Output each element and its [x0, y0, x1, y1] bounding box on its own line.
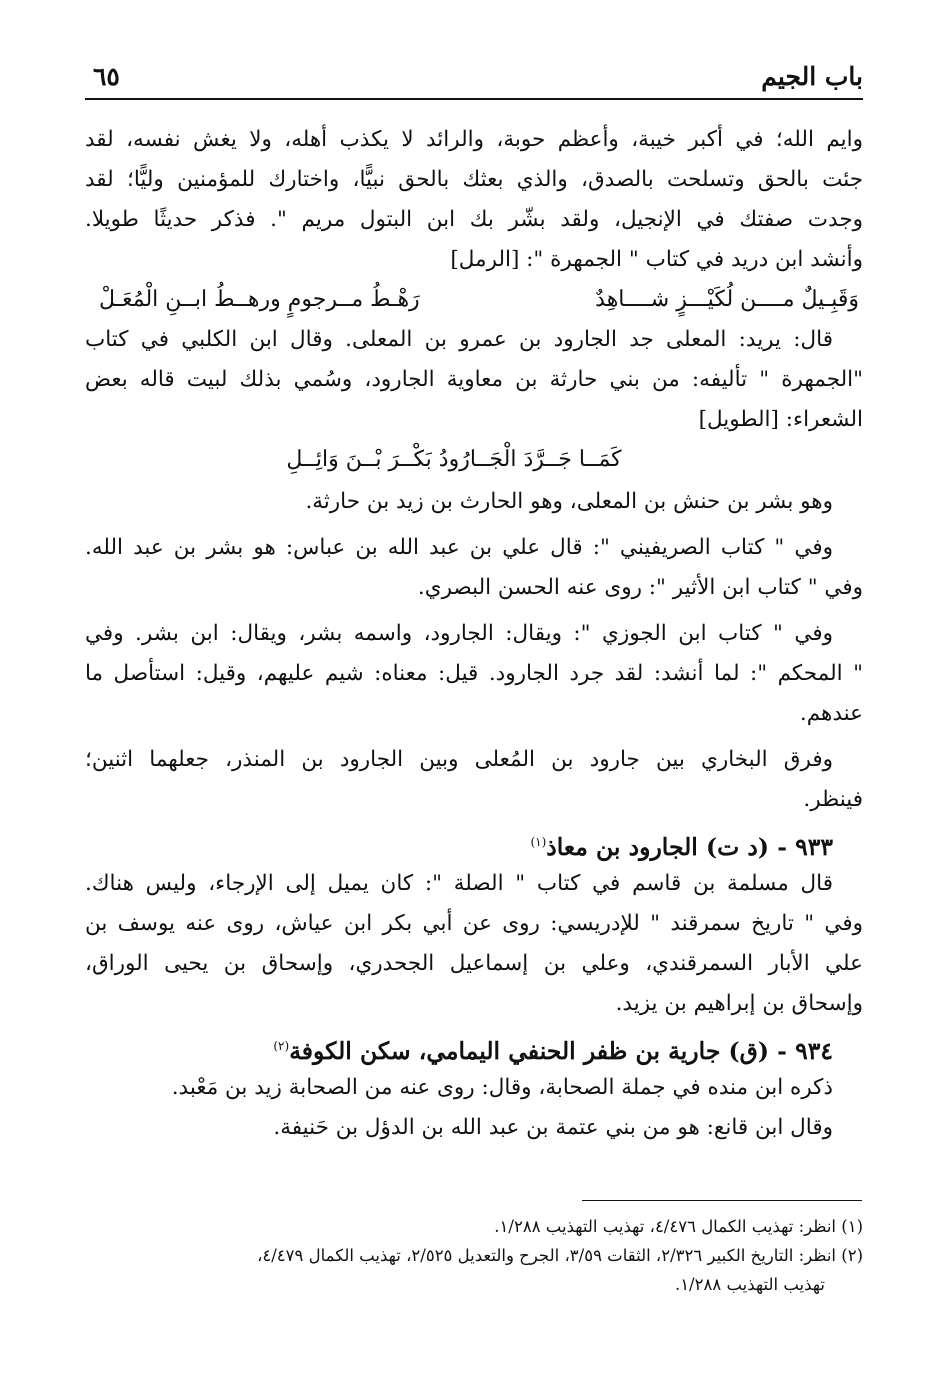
- page-header: [85, 58, 863, 100]
- poem-verse: [85, 280, 863, 320]
- text-line: عندهم.: [799, 701, 863, 726]
- footnote-divider: [582, 1200, 862, 1201]
- verse-first-hemistich: وَقَبِـيلٌ مــــن لُكَيْـــزٍ شــــاهِدٌ: [595, 287, 859, 312]
- footnote-ref[interactable]: (١): [530, 835, 547, 849]
- footnotes: [85, 1212, 863, 1299]
- entry-heading-933: [85, 820, 863, 864]
- text-line: " المحكم ": لما أنشد: لقد جرد الجارود. قيل: معناه: شيم عليهم، وقيل: استأصل ما: [85, 661, 863, 686]
- text-line: وفي " تاريخ سمرقند " للإدريسي: روى عن أبي بكر ابن عياش، روى عنه يوسف بن: [85, 911, 863, 936]
- text-line: قال: يريد: المعلى جد الجارود بن عمرو بن المعلى. وقال ابن الكلبي في كتاب: [85, 327, 833, 352]
- page-number: ٦٥: [93, 62, 120, 91]
- text-line: وفي " كتاب ابن الأثير ": روى عنه الحسن البصري.: [417, 575, 863, 600]
- footnote-2-continued: تهذيب التهذيب ١/٢٨٨.: [674, 1275, 825, 1294]
- entry-title: ٩٣٣ - (د ت) الجارود بن معاذ: [546, 832, 833, 861]
- text-line: وقال ابن قانع: هو من بني عتمة بن عبد الله بن الدؤل بن حَنيفة.: [273, 1115, 833, 1140]
- text-line: وفي " كتاب ابن الجوزي ": ويقال: الجارود، واسمه بشر، ويقال: ابن بشر. وفي: [85, 621, 833, 646]
- text-line: وفي " كتاب الصريفيني ": قال علي بن عبد الله بن عباس: هو بشر بن عبد الله.: [85, 535, 833, 560]
- text-line: وفرق البخاري بين جارود بن المُعلى وبين الجارود بن المنذر، جعلهما اثنين؛: [85, 747, 833, 772]
- entry-heading-934: [85, 1024, 863, 1068]
- text-line: علي الأبار السمرقندي، وعلي بن إسماعيل الجحدري، وإسحاق بن يحيى الوراق،: [85, 951, 863, 976]
- text-line: فينظر.: [803, 787, 863, 812]
- footnote-1: (١) انظر: تهذيب الكمال ٤/٤٧٦، تهذيب التهذيب ١/٢٨٨.: [494, 1217, 863, 1236]
- text-line: الشعراء: [الطويل]: [698, 407, 863, 432]
- text-line: وإسحاق بن إبراهيم بن يزيد.: [615, 991, 863, 1016]
- entry-title: ٩٣٤ - (ق) جارية بن ظفر الحنفي اليمامي، سكن الكوفة: [289, 1036, 833, 1065]
- text-line: وجدت صفتك في الإنجيل، ولقد بشّر بك ابن البتول مريم ". فذكر حديثًا طويلا.: [85, 207, 863, 232]
- chapter-title: باب الجيم: [761, 62, 863, 91]
- poem-verse-single: كَمَــا جَــرَّدَ الْجَــارُودُ بَكْــرَ بْــنَ وَائِــلِ: [286, 447, 622, 472]
- text-line: وايم الله؛ في أكبر خيبة، وأعظم حوبة، والرائد لا يكذب أهله، ولا يغش نفسه، لقد: [85, 127, 863, 152]
- footnote-2: (٢) انظر: التاريخ الكبير ٢/٣٢٦، الثقات ٣/٥٩، الجرح والتعديل ٢/٥٢٥، تهذيب الكمال ٤/٤٧٩،: [257, 1246, 863, 1265]
- text-line: ذكره ابن منده في جملة الصحابة، وقال: روى عنه من الصحابة زيد بن مَعْبد.: [171, 1075, 833, 1100]
- text-line: وأنشد ابن دريد في كتاب " الجمهرة ": [الرمل]: [450, 247, 863, 272]
- text-line: قال مسلمة بن قاسم في كتاب " الصلة ": كان يميل إلى الإرجاء، وليس هناك.: [85, 871, 833, 896]
- text-line: "الجمهرة " تأليفه: من بني حارثة بن معاوية الجارود، وسُمي بذلك لبيت قاله بعض: [85, 367, 863, 392]
- main-text: [85, 120, 863, 1148]
- verse-second-hemistich: رَهْـطُ مــرجومٍ ورهــطُ ابــنِ الْمُعَـلْ: [99, 287, 420, 312]
- text-line: وهو بشر بن حنش بن المعلى، وهو الحارث بن زيد بن حارثة.: [305, 489, 833, 514]
- footnote-ref[interactable]: (٢): [273, 1039, 290, 1053]
- text-line: جئت بالحق وتسلحت بالصدق، والذي بعثك بالحق نبيًّا، واختارك للمؤمنين وليًّا؛ لقد: [85, 167, 863, 192]
